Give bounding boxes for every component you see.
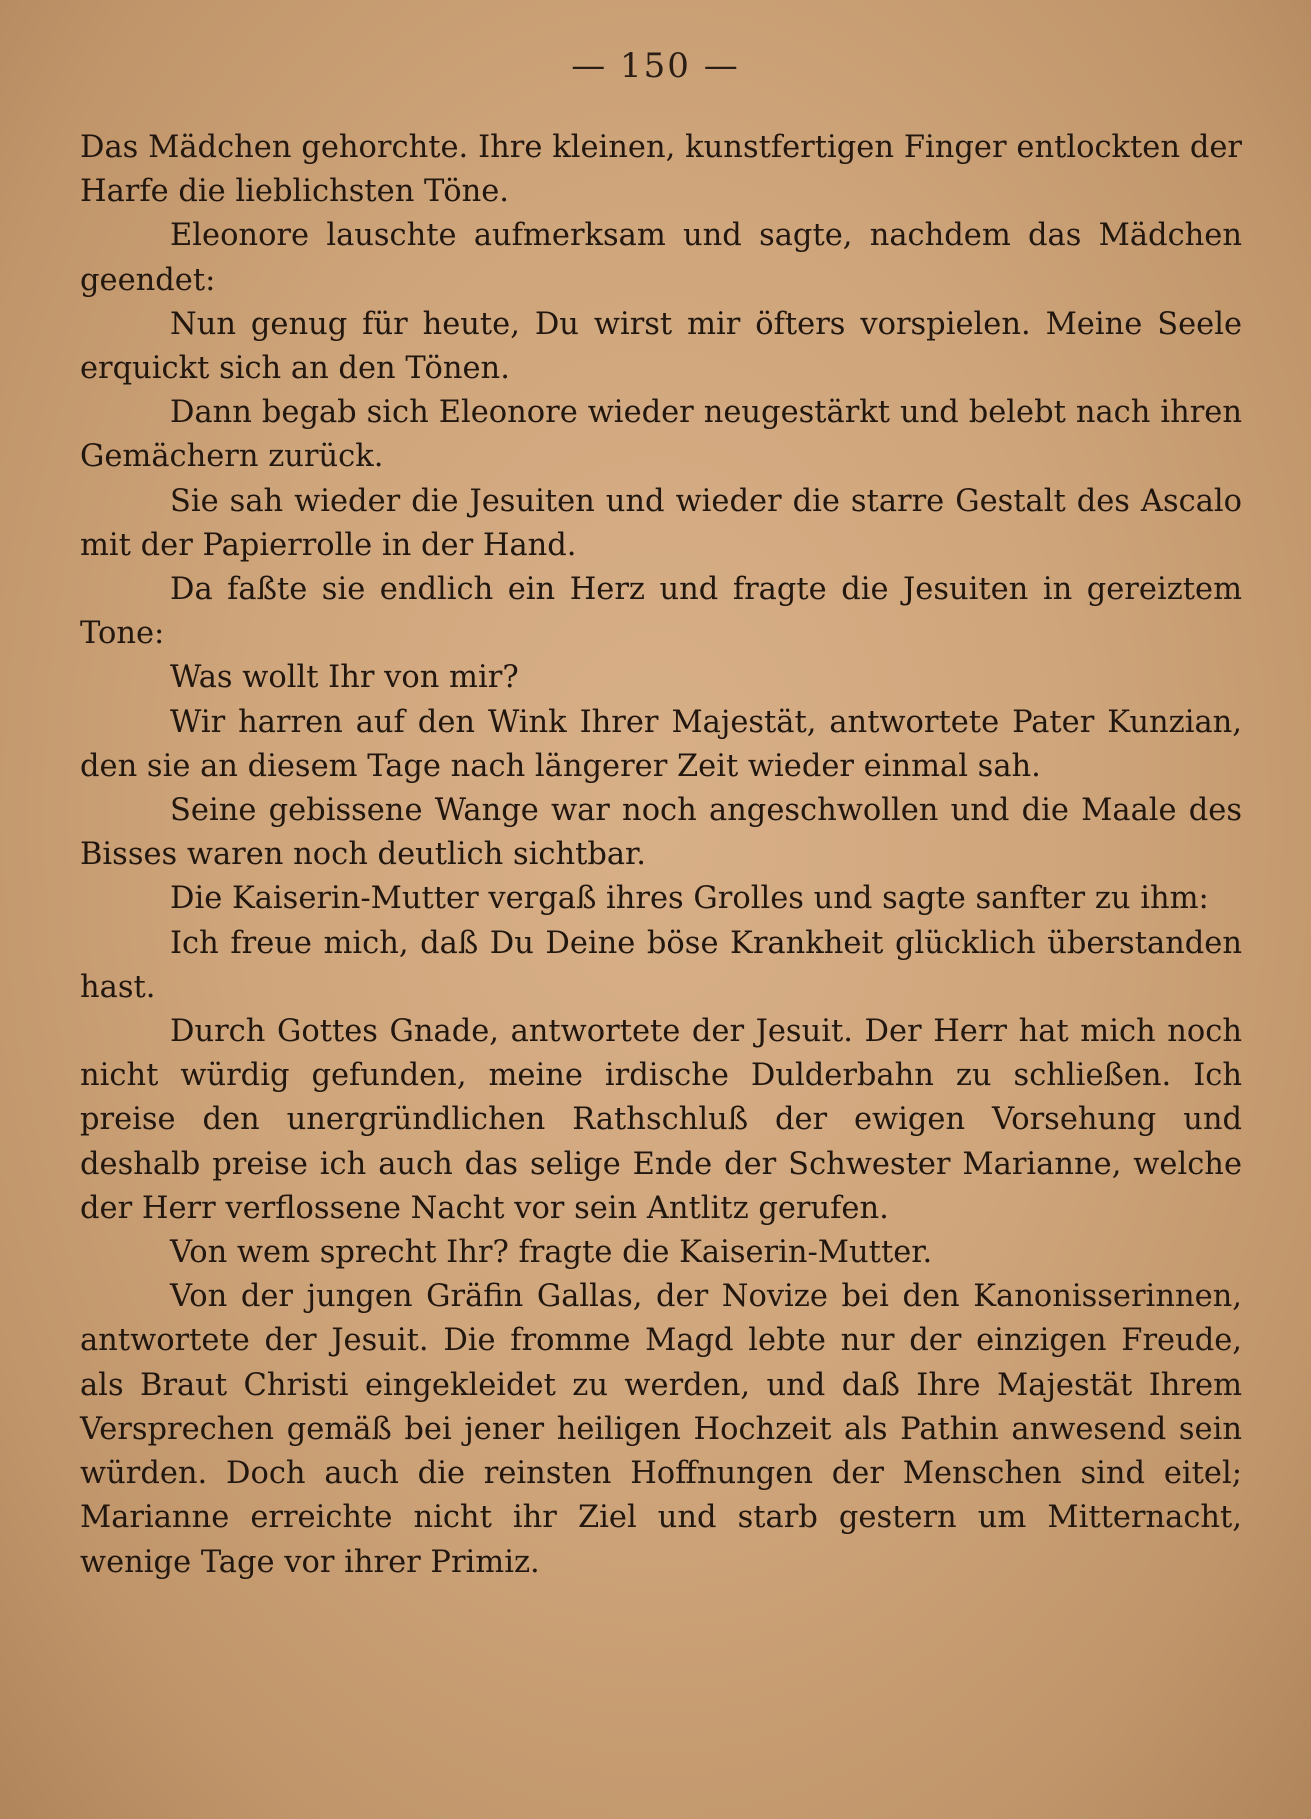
- paragraph: Eleonore lauschte aufmerksam und sagte, nachdem das Mädchen geendet:: [80, 218, 1242, 298]
- paragraph: Nun genug für heute, Du wirst mir öfters vorspielen. Meine Seele erquickt sich an den Tönen.: [80, 306, 1242, 387]
- paragraph: Da faßte sie endlich ein Herz und fragte die Jesuiten in gereiztem Tone:: [80, 572, 1242, 652]
- paragraph: Was wollt Ihr von mir?: [170, 660, 519, 696]
- paragraph: Von wem sprecht Ihr? fragte die Kaiserin-Mutter.: [170, 1235, 933, 1271]
- paragraph: Wir harren auf den Wink Ihrer Majestät, antwortete Pater Kunzian, den sie an diesem Tage nach längerer Zeit wieder einmal sah.: [80, 704, 1242, 784]
- paragraph: Ich freue mich, daß Du Deine böse Krankheit glücklich überstanden hast.: [80, 925, 1242, 1005]
- paragraph: Die Kaiserin-Mutter vergaß ihres Grolles und sagte sanfter zu ihm:: [170, 881, 1209, 917]
- paragraph: Das Mädchen gehorchte. Ihre kleinen, kunstfertigen Finger entlockten der Harfe die lieblichsten Töne.: [80, 130, 1242, 210]
- body-text: [80, 126, 1242, 1585]
- paragraph: Von der jungen Gräfin Gallas, der Novize bei den Kanonisserinnen, antwortete der Jesuit. Die fromme Magd lebte nur der einzigen Freude, als Braut Christi eingekleidet zu werden, und daß Ihre Majestät Ihrem Versprechen gemäß bei jener heiligen Hochzeit als Pathin anwesend sein würden. Doch auch die reinsten Hoffnungen der Menschen sind eitel; Marianne erreichte nicht ihr Ziel und starb gestern um Mitternacht, wenige Tage vor ihrer Primiz.: [80, 1279, 1242, 1580]
- paragraph: Dann begab sich Eleonore wieder neugestärkt und belebt nach ihren Gemächern zurück.: [80, 395, 1242, 475]
- page-number: — 150 —: [571, 46, 740, 86]
- paragraph: Durch Gottes Gnade, antwortete der Jesuit. Der Herr hat mich noch nicht würdig gefunden, meine irdische Dulderbahn zu schließen. Ich preise den unergründlichen Rathschluß der ewigen Vorsehung und deshalb preise ich auch das selige Ende der Schwester Marianne, welche der Herr verflossene Nacht vor sein Antlitz gerufen.: [80, 1014, 1242, 1226]
- paragraph: Sie sah wieder die Jesuiten und wieder die starre Gestalt des Ascalo mit der Papierrolle in der Hand.: [80, 483, 1242, 563]
- paragraph: Seine gebissene Wange war noch angeschwollen und die Maale des Bisses waren noch deutlich sichtbar.: [80, 793, 1242, 873]
